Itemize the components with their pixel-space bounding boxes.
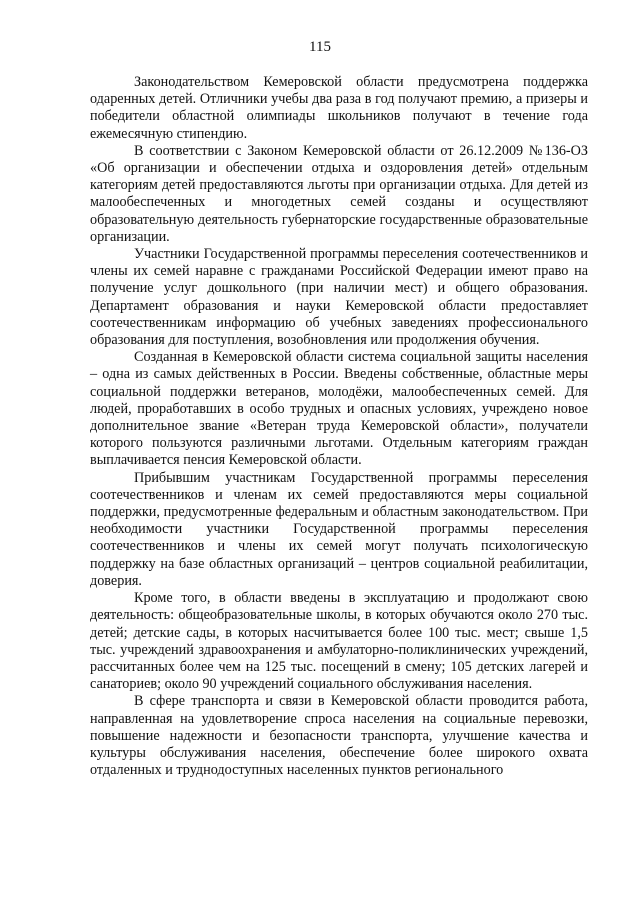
paragraph-infrastructure-facilities: Кроме того, в области введены в эксплуатацию и продолжают свою деятельность: общеобразовательные школы, в которых обучаются около 270 тыс. детей; детские сады, в которых насчитывается более 100 тыс. мест; свыше 1,5 тыс. учреждений здравоохранения и амбулаторно-поликлинических учреждений, рассчитанных более чем на 125 тыс. посещений в смену; 105 детских лагерей и санаториев; около 90 учреждений социального обслуживания населения. <box>90 590 588 693</box>
paragraph-gifted-children-support: Законодательством Кемеровской области предусмотрена поддержка одаренных детей. Отличники учебы два раза в год получают премию, а призеры и победители областной олимпиады школьников получают в течение года ежемесячную стипендию. <box>90 74 588 142</box>
page-number: 115 <box>309 39 331 55</box>
paragraph-children-recreation-law: В соответствии с Законом Кемеровской области от 26.12.2009 №136-ОЗ «Об организации и обеспечении отдыха и оздоровления детей» отдельным категориям детей предоставляются льготы при организации отдыха. Для детей из малообеспеченных и многодетных семей созданы и осуществляют образовательную деятельность губернаторские государственные образовательные организации. <box>90 142 588 245</box>
paragraph-compatriots-social-support: Прибывшим участникам Государственной программы переселения соотечественников и членам их семей предоставляются меры социальной поддержки, предусмотренные федеральным и областным законодательством. При необходимости участники Государственной программы переселения соотечественников и члены их семей могут получать психологическую поддержку на базе областных организаций – центров социальной реабилитации, доверия. <box>90 469 588 589</box>
document-body <box>90 74 588 779</box>
paragraph-compatriots-education: Участники Государственной программы переселения соотечественников и члены их семей наравне с гражданами Российской Федерации имеют право на получение услуг дошкольного (при наличии мест) и общего образования. Департамент образования и науки Кемеровской области предоставляет соотечественникам информацию об учебных заведениях профессионального образования для поступления, возобновления или продолжения обучения. <box>90 246 588 349</box>
paragraph-transport-communications: В сфере транспорта и связи в Кемеровской области проводится работа, направленная на удовлетворение спроса населения на социальные перевозки, повышение надежности и безопасности транспорта, улучшение качества и культуры обслуживания населения, обеспечение более широкого охвата отдаленных и труднодоступных населенных пунктов регионального <box>90 693 588 779</box>
paragraph-social-protection-system: Созданная в Кемеровской области система социальной защиты населения – одна из самых действенных в России. Введены собственные, областные меры социальной поддержки ветеранов, молодёжи, малообеспеченных семей. Для людей, проработавших в особо трудных и опасных условиях, учреждено новое дополнительное звание «Ветеран труда Кемеровской области», получатели которого пользуются различными льготами. Отдельным категориям граждан выплачивается пенсия Кемеровской области. <box>90 349 588 469</box>
